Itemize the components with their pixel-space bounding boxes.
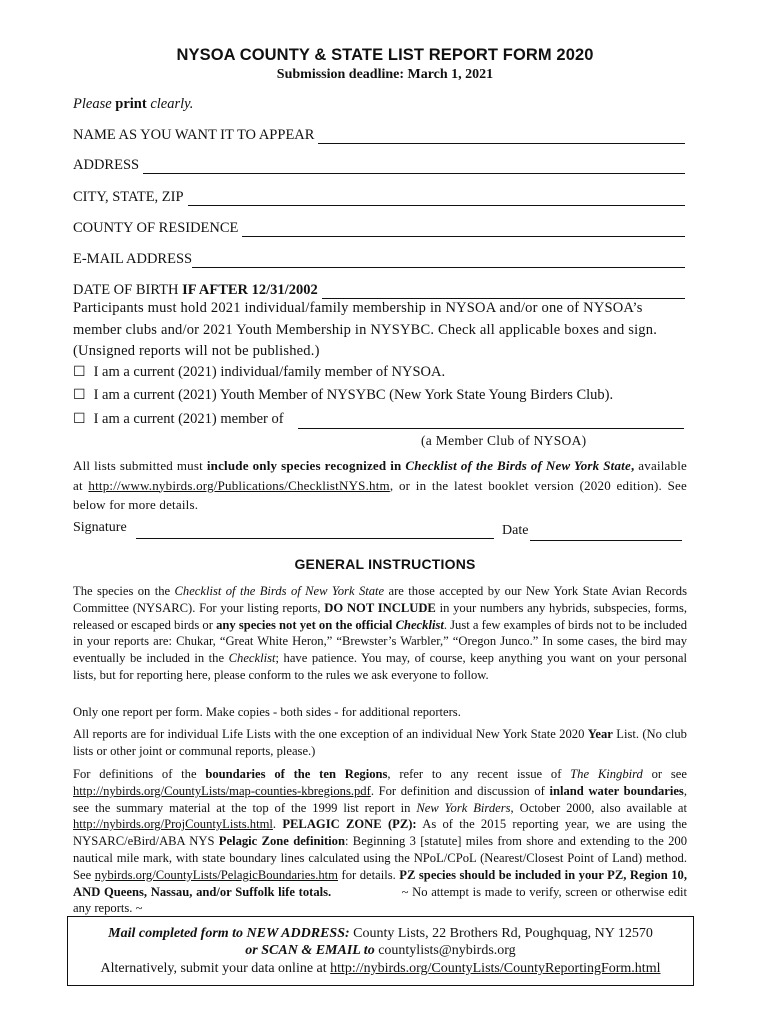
p1-checklist-title: Checklist of the Birds of New York State [174,584,385,598]
p4-no-verify: ~ No attempt is made to verify, screen or otherwise edit any reports. ~ [73,884,687,916]
print-instruction [73,96,193,113]
general-instructions-heading: GENERAL INSTRUCTIONS [294,556,476,572]
clearly-text: clearly. [150,96,194,112]
p1-e: ; have patience. You may, of course, keep anything you want on your personal lists, but for reporting here, please conform to the rules we ask everyone to follow. [73,651,687,682]
mail-instructions-box [67,916,694,986]
lists-checklist-title: Checklist of the Birds of New York State [405,458,631,473]
p4-d: . For definition and discussion of [370,783,550,798]
date-input-line[interactable] [530,540,682,541]
mail-line-1 [68,926,693,942]
dob-condition: IF AFTER 12/31/2002 [182,282,318,298]
county-input-line[interactable] [242,222,685,237]
checkbox-icon[interactable]: ☐ [73,412,86,427]
submission-deadline: Submission deadline: March 1, 2021 [276,67,494,82]
checkbox-nysybc[interactable] [73,387,613,404]
p4-pelagic-zone: PELAGIC ZONE (PZ): [282,817,417,832]
date-label: Date [502,523,529,538]
instructions-paragraph-life-lists [73,726,687,760]
online-submit-text: Alternatively, submit your data online at [100,961,331,976]
regions-map-link[interactable]: http://nybirds.org/CountyLists/map-counties-kbregions.pdf [73,783,371,798]
dob-label [73,282,318,299]
p4-kingbird: The Kingbird [570,767,643,781]
mail-address-label: Mail completed form to NEW ADDRESS: [108,926,350,941]
checkbox-club[interactable] [73,411,284,428]
p4-pz-species: PZ species should be included in your PZ, Region 10, AND Queens, Nassau, and/or Suffolk life totals. [73,867,687,899]
signature-input-line[interactable] [136,538,494,539]
name-field[interactable] [73,124,685,144]
checklist-link[interactable]: http://www.nybirds.org/Publications/ChecklistNYS.htm [88,477,390,493]
form-title: NYSOA COUNTY & STATE LIST REPORT FORM 2020 [176,46,594,64]
p4-regions: boundaries of the ten Regions [205,767,388,781]
address-field[interactable] [73,154,685,174]
signature-label: Signature [73,520,127,535]
p1-checklist-word: Checklist [395,617,444,632]
address-label: ADDRESS [73,157,140,173]
city-label: CITY, STATE, ZIP [73,189,184,205]
p4-i: : Beginning 3 [statute] miles from shore and extending to the 200 nautical mile mark, with state boundary lines calculated using the NPoL/CPoL (Nearest/Closest Point of Land) method. See [73,834,687,882]
mail-address: County Lists, 22 Brothers Rd, Poughquag, NY 12570 [353,926,653,941]
p4-a: For definitions of the [73,767,206,781]
p3-b: List. (No club lists or other joint or communal reports, please.) [73,727,687,758]
checkbox-club-label: I am a current (2021) member of [93,411,284,427]
instructions-paragraph-species [73,583,687,684]
checkbox-nysoa[interactable] [73,364,445,381]
p4-pelagic-def: Pelagic Zone definition [218,834,345,849]
email-label: E-MAIL ADDRESS [73,251,193,267]
mail-line-2 [68,943,693,959]
instructions-paragraph-one-report: Only one report per form. Make copies - both sides - for additional reporters. [73,705,461,719]
p1-b: are those accepted by our New York State Avian Records Committee (NYSARC). For your listing reports, [73,584,687,615]
p4-j: for details. [337,867,400,882]
contact-email[interactable]: countylists@nybirds.org [378,943,516,958]
online-reporting-form-link[interactable]: http://nybirds.org/CountyLists/CountyReportingForm.html [330,961,661,976]
email-input-line[interactable] [192,253,685,268]
lists-requirement [73,456,687,515]
county-lists-link[interactable]: http://nybirds.org/ProjCountyLists.html [73,817,273,832]
p4-e: , see the summary material at the top of the 1999 list report in [73,783,687,815]
pelagic-boundaries-link[interactable]: nybirds.org/CountyLists/PelagicBoundaries.htm [94,867,338,882]
p1-do-not-include: DO NOT INCLUDE [324,600,436,615]
dob-input-line[interactable] [322,284,685,299]
p1-d: . Just a few examples of birds not to be included in your reports are: Chukar, “Great White Heron,” “Brewster’s Warbler,” “Oregon Junco.” In some cases, the bird may eventually be included in the [73,617,687,666]
lists-mid: available at [73,458,688,493]
lists-post: , or in the latest booklet version (2020 edition). See below for more details. [73,477,687,512]
p4-b: , refer to any recent issue of [387,767,571,781]
lists-pre: All lists submitted must [73,458,203,473]
member-club-note: (a Member Club of NYSOA) [421,433,587,448]
county-field[interactable] [73,217,685,237]
scan-email-label: or SCAN & EMAIL to [245,943,375,958]
p1-a: The species on the [73,584,175,598]
p4-h: As of the 2015 reporting year, we are using the NYSARC/eBird/ABA NYS [73,817,688,849]
p1-checklist-word-2: Checklist [228,651,276,666]
p4-c: or see [642,767,687,781]
city-field[interactable] [73,186,685,206]
p3-a: All reports are for individual Life Lists with the one exception of an individual New York State 2020 [73,727,588,741]
address-input-line[interactable] [143,159,685,174]
checkbox-icon[interactable]: ☐ [73,388,86,403]
p1-c: in your numbers any hybrids, subspecies, forms, released or escaped birds or [73,600,688,632]
participants-text: Participants must hold 2021 individual/family membership in NYSOA and/or one of NYSOA’s member clubs and/or 2021 Youth Membership in NYSYBC. Check all applicable boxes and sign. (Unsigned reports will not be published.) [73,300,658,359]
county-label: COUNTY OF RESIDENCE [73,220,239,236]
p4-inland-water: inland water boundaries [549,783,684,798]
checkbox-icon[interactable]: ☐ [73,365,86,380]
p4-f: , October 2000, also available at [510,800,687,815]
p4-ny-birders: New York Birders [416,800,511,815]
dob-field[interactable] [73,279,685,299]
checkbox-nysybc-label: I am a current (2021) Youth Member of NYSYBC (New York State Young Birders Club). [93,387,614,403]
city-input-line[interactable] [188,191,685,206]
member-club-input-line[interactable] [298,428,684,429]
lists-bold: include only species recognized in [206,458,402,473]
mail-line-3 [68,961,693,977]
please-text: Please [73,96,112,112]
p3-year: Year [587,727,613,741]
p4-g: . [272,817,283,832]
instructions-paragraph-boundaries [73,766,687,917]
name-label: NAME AS YOU WANT IT TO APPEAR [73,127,315,143]
checkbox-nysoa-label: I am a current (2021) individual/family member of NYSOA. [93,364,446,380]
lists-comma: , [630,458,635,473]
print-word: print [115,96,147,112]
name-input-line[interactable] [318,129,685,144]
p1-not-official: any species not yet on the official [216,617,393,632]
dob-text: DATE OF BIRTH [73,282,179,298]
email-field[interactable] [73,248,685,268]
